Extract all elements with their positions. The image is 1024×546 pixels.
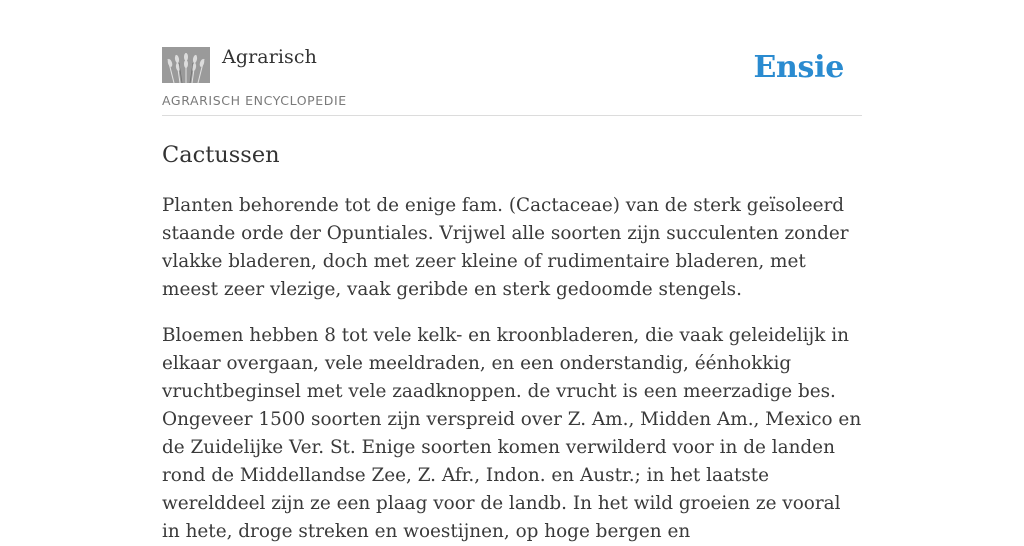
- ensie-logo[interactable]: Ensie: [753, 50, 844, 85]
- wheat-icon[interactable]: [162, 47, 210, 83]
- source-subtitle: AGRARISCH ENCYCLOPEDIE: [162, 93, 347, 108]
- article-paragraph-2: Bloemen hebben 8 tot vele kelk- en kroonbladeren, die vaak geleidelijk in elkaar overgaan, vele meeldraden, en een onderstandig, éénhokkig vruchtbeginsel met vele zaadknoppen. de vrucht is een meerzadige bes. Ongeveer 1500 soorten zijn verspreid over Z. Am., Midden Am., Mexico en de Zuidelijke Ver. St. Enige soorten komen verwilderd voor in de landen rond de Middellandse Zee, Z. Afr., Indon. en Austr.; in het laatste werelddeel zijn ze een plaag voor de landb. In het wild groeien ze vooral in hete, droge streken en woestijnen, op hoge bergen en: [162, 325, 862, 542]
- article-paragraph-1: Planten behorende tot de enige fam. (Cactaceae) van de sterk geïsoleerd staande orde der Opuntiales. Vrijwel alle soorten zijn succulenten zonder vlakke bladeren, doch met zeer kleine of rudimentaire bladeren, met meest zeer vlezige, vaak geribde en sterk gedoomde stengels.: [162, 195, 849, 300]
- article-title: Cactussen: [162, 142, 280, 168]
- article: [162, 140, 862, 546]
- source-name-link[interactable]: Agrarisch: [222, 46, 317, 68]
- site-header: [162, 44, 862, 116]
